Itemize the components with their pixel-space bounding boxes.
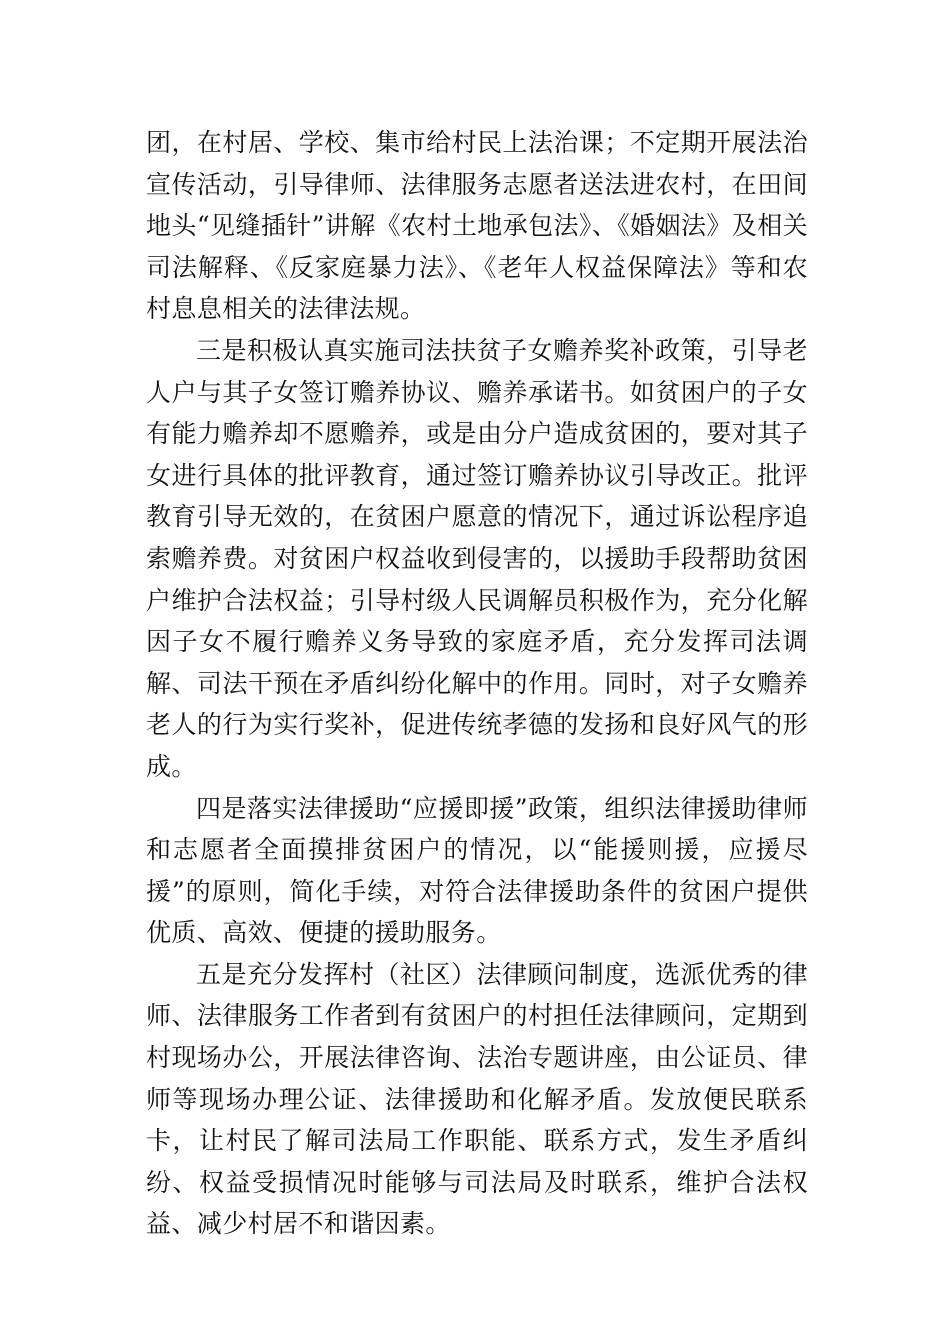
paragraph-continuation: 团，在村居、学校、集市给村民上法治课；不定期开展法治宣传活动，引导律师、法律服务志愿者送法进农村，在田间地头“见缝插针”讲解《农村土地承包法》、《婚姻法》及相关司法解释、《反家庭暴力法》、《老年人权益保障法》等和农村息息相关的法律法规。 <box>146 128 808 324</box>
document-body <box>146 122 808 1245</box>
paragraph-point-three: 三是积极认真实施司法扶贫子女赡养奖补政策，引导老人户与其子女签订赡养协议、赡养承诺书。如贫困户的子女有能力赡养却不愿赡养，或是由分户造成贫困的，要对其子女进行具体的批评教育，通过签订赡养协议引导改正。批评教育引导无效的，在贫困户愿意的情况下，通过诉讼程序追索赡养费。对贫困户权益收到侵害的，以援助手段帮助贫困户维护合法权益；引导村级人民调解员积极作为，充分化解因子女不履行赡养义务导致的家庭矛盾，充分发挥司法调解、司法干预在矛盾纠纷化解中的作用。同时，对子女赡养老人的行为实行奖补，促进传统孝德的发扬和良好风气的形成。 <box>146 335 808 781</box>
paragraph-point-four: 四是落实法律援助“应援即援”政策，组织法律援助律师和志愿者全面摸排贫困户的情况，以“能援则援，应援尽援”的原则，简化手续，对符合法律援助条件的贫困户提供优质、高效、便捷的援助服务。 <box>146 793 808 948</box>
paragraph-point-five: 五是充分发挥村（社区）法律顾问制度，选派优秀的律师、法律服务工作者到有贫困户的村担任法律顾问，定期到村现场办公，开展法律咨询、法治专题讲座，由公证员、律师等现场办理公证、法律援助和化解矛盾。发放便民联系卡，让村民了解司法局工作职能、联系方式，发生矛盾纠纷、权益受损情况时能够与司法局及时联系，维护合法权益、减少村居不和谐因素。 <box>146 959 808 1239</box>
